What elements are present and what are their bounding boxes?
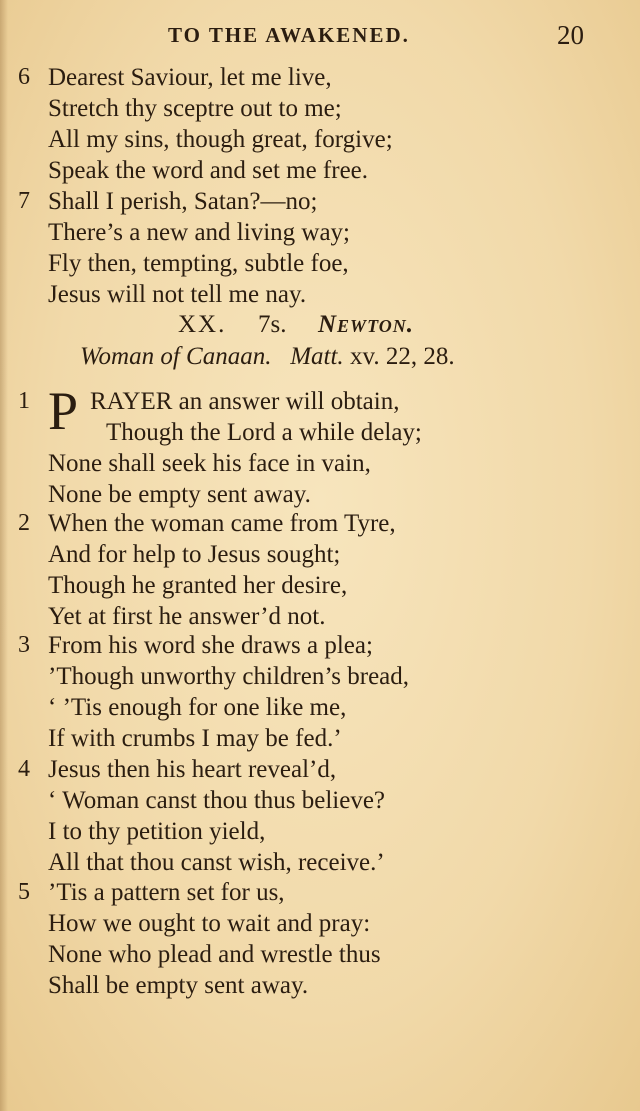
verse-line [18,448,618,479]
scripture-book: Matt. [290,343,344,370]
verse-text: There’s a new and living way; [48,219,350,246]
hymn-author: Newton. [318,311,414,338]
drop-cap: P [48,381,79,441]
verse-line [18,93,618,124]
verse-line [18,816,618,847]
hymn-meter: 7s. [258,311,287,338]
hymn-stanza-5 [18,877,618,1001]
verse-text: How we ought to wait and pray: [48,910,371,937]
verse-text: I to thy petition yield, [48,818,266,845]
verse-line [18,785,618,816]
verse-text: Stretch thy sceptre out to me; [48,95,342,122]
verse-text: Jesus then his heart reveal’d, [48,756,337,783]
stanza-number: 7 [18,188,30,214]
verse-line [18,124,618,155]
verse-line [18,630,618,661]
page-edge-shadow [0,0,8,1111]
verse-text: None be empty sent away. [48,481,311,508]
verse-text: Speak the word and set me free. [48,157,369,184]
stanza-7 [18,186,618,310]
verse-line [18,908,618,939]
verse-text: Jesus will not tell me nay. [48,281,307,308]
verse-text: Shall be empty sent away. [48,972,309,999]
verse-text: Fly then, tempting, subtle foe, [48,250,349,277]
verse-line [18,155,618,186]
verse-text: Yet at first he answer’d not. [48,603,326,630]
verse-text: From his word she draws a plea; [48,632,373,659]
subtitle-title: Woman of Canaan. [80,343,272,370]
verse-line [18,479,618,510]
verse-text: Though he granted her desire, [48,572,348,599]
hymn-stanza-1 [18,381,618,510]
verse-text: Though the Lord a while delay; [106,419,422,446]
verse-line [18,661,618,692]
scripture-reference: xv. 22, 28. [349,343,455,370]
stanza-number: 2 [18,510,30,536]
verse-line [18,417,618,448]
hymn-heading [0,311,640,343]
stanza-number: 4 [18,756,30,782]
verse-text: All that thou canst wish, receive.’ [48,849,385,876]
verse-line [18,847,618,878]
verse-text: None shall seek his face in vain, [48,450,371,477]
running-head [0,20,640,56]
verse-line [18,279,618,310]
verse-line [18,970,618,1001]
verse-text: Dearest Saviour, let me live, [48,64,332,91]
verse-line [18,754,618,785]
verse-line [18,723,618,754]
stanza-6 [18,62,618,186]
verse-line [18,692,618,723]
running-title: TO THE AWAKENED. [168,23,410,47]
verse-text: When the woman came from Tyre, [48,510,396,537]
verse-line [18,62,618,93]
stanza-number: 1 [18,388,30,414]
verse-line [18,939,618,970]
verse-line [18,877,618,908]
verse-text: Shall I perish, Satan?—no; [48,188,318,215]
verse-text: RAYER an answer will obtain, [90,388,400,415]
stanza-number: 6 [18,64,30,90]
verse-text: ‘ ’Tis enough for one like me, [48,694,347,721]
verse-text: ’Though unworthy children’s bread, [48,663,410,690]
verse-text: ’Tis a pattern set for us, [48,879,285,906]
verse-text: All my sins, though great, forgive; [48,126,393,153]
verse-text: And for help to Jesus sought; [48,541,341,568]
verse-text: If with crumbs I may be fed.’ [48,725,342,752]
verse-text: ‘ Woman canst thou thus believe? [48,787,386,814]
verse-text: None who plead and wrestle thus [48,941,381,968]
verse-line [18,248,618,279]
verse-line [18,539,618,570]
verse-line [18,601,618,632]
stanza-number: 3 [18,632,30,658]
verse-line [18,186,618,217]
hymn-number: XX. [178,311,227,338]
verse-line [18,508,618,539]
stanza-number: 5 [18,879,30,905]
verse-line [18,217,618,248]
hymn-stanza-3 [18,630,618,754]
hymn-stanza-4 [18,754,618,878]
verse-line [18,570,618,601]
page-number: 20 [557,20,584,50]
hymn-subtitle [80,343,620,377]
hymn-stanza-2 [18,508,618,632]
